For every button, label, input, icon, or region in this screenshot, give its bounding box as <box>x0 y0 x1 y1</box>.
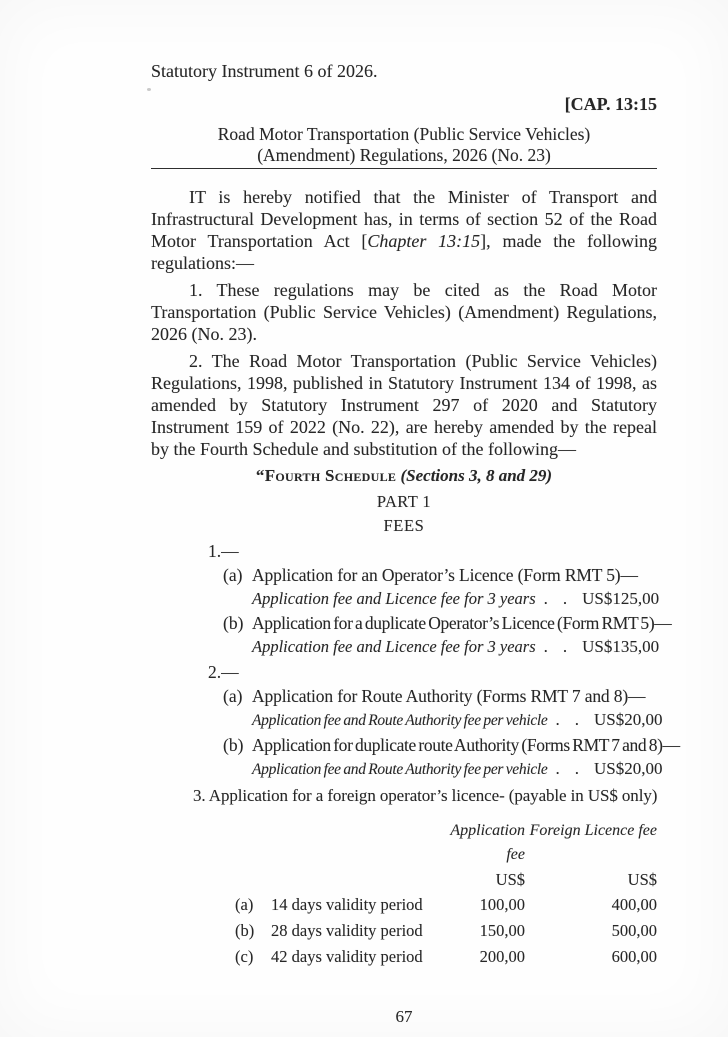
schedule-heading-sections: (Sections 3, 8 and 29) <box>396 466 553 485</box>
fee-item-2b-amount: US$20,00 <box>594 759 663 778</box>
fee-item-2a-amount: US$20,00 <box>594 710 663 729</box>
title-rule <box>151 168 657 169</box>
fee-item-2b-fee-line <box>252 758 663 781</box>
fee-item-3-text: 3. Application for a foreign operator’s licence- (payable in US$ only) <box>193 786 658 805</box>
fee-item-2b-fee-desc: Application fee and Route Authority fee per vehicle <box>252 761 548 778</box>
leader-dot: . <box>574 710 579 729</box>
notice-text-before: IT is hereby notified that the Minister of Transport and Infrastructural Development has, in terms of section 52 of the Road Motor Transportation Act [ <box>151 187 657 251</box>
leader-dot: . <box>574 759 579 778</box>
fee-table-row-application-fee: 200,00 <box>479 947 525 966</box>
leader-dot: . <box>562 589 568 608</box>
fee-item-2a-text: Application for Route Authority (Forms RMT 7 and 8)— <box>252 686 646 706</box>
leader-dot: . <box>555 759 560 778</box>
notice-text-after: ], made the following regulations:— <box>151 231 657 273</box>
fee-item-2a-fee-desc: Application fee and Route Authority fee per vehicle <box>252 712 548 729</box>
fee-table-row-foreign-fee: 600,00 <box>611 947 657 966</box>
fee-item-2a-fee-line <box>252 709 663 732</box>
fee-table-row-label: (c) <box>235 947 254 966</box>
fee-table-header-spacer <box>235 819 271 867</box>
fee-table-currency-row <box>235 868 657 892</box>
fee-item-2b-text: Application for duplicate route Authority (Forms RMT 7 and 8)— <box>252 735 680 755</box>
fee-table-row-c <box>235 944 657 970</box>
fee-item-1a-text: Application for an Operator’s Licence (Form RMT 5)— <box>252 565 638 585</box>
fee-item-1a-fee-line <box>252 588 660 610</box>
regulation-1-paragraph: 1. These regulations may be cited as the Road Motor Transportation (Public Service Vehicles) (Amendment) Regulations, 2026 (No. 23). <box>151 280 657 344</box>
fee-table-row-description: 28 days validity period <box>271 921 423 940</box>
fee-item-1a-fee-desc: Application fee and Licence fee for 3 years <box>252 589 536 608</box>
fee-table-row-foreign-fee: 500,00 <box>611 921 657 940</box>
fee-table-currency-foreign: US$ <box>627 870 657 889</box>
part-heading: PART 1 <box>376 492 432 511</box>
fee-item-2b <box>223 734 680 756</box>
fee-table-row-foreign-fee: 400,00 <box>611 895 657 914</box>
fee-item-2-number: 2.— <box>208 662 239 682</box>
fee-item-1a-label: (a) <box>223 565 243 585</box>
fee-item-1b-amount: US$135,00 <box>582 637 660 656</box>
fee-item-1b-label: (b) <box>223 613 244 633</box>
fee-item-2a-label: (a) <box>223 686 243 706</box>
schedule-heading-title: “Fourth Schedule <box>255 466 397 485</box>
fee-item-1b-text: Application for a duplicate Operator’s Licence (Form RMT 5)— <box>252 613 672 633</box>
fee-table-currency-application: US$ <box>495 870 525 889</box>
page-number: 67 <box>395 1007 413 1026</box>
document-title-line1: Road Motor Transportation (Public Service Vehicles) <box>217 124 591 144</box>
leader-dot: . <box>543 589 548 608</box>
fee-table-row-label: (a) <box>235 895 254 914</box>
fee-table-header-foreign: Foreign Licence fee <box>529 822 657 839</box>
fee-item-2b-label: (b) <box>223 735 244 755</box>
leader-dot: . <box>555 710 560 729</box>
fee-table-header-row <box>235 819 657 867</box>
fee-table-currency-spacer <box>271 868 429 892</box>
regulation-2-paragraph: 2. The Road Motor Transportation (Public Service Vehicles) Regulations, 1998, published in Statutory Instrument 134 of 1998, as amended by Statutory Instrument 297 of 2020 and Statutory Instrument 159 of 2022 (No. 22), are hereby amended by the repeal by the Fourth Schedule and substitution of the following— <box>151 351 657 459</box>
fee-item-1a-amount: US$125,00 <box>582 589 660 608</box>
schedule-heading <box>151 465 657 487</box>
fee-item-1b-fee-line <box>252 636 660 658</box>
fee-item-1-number: 1.— <box>208 541 239 561</box>
leader-dot: . <box>562 637 568 656</box>
fee-table-header-application: Application fee <box>450 822 525 863</box>
chapter-reference: Chapter 13:15 <box>367 231 481 251</box>
fee-item-1b-fee-desc: Application fee and Licence fee for 3 years <box>252 637 536 656</box>
fee-table-header-spacer <box>271 819 429 867</box>
fee-table-currency-spacer <box>235 868 271 892</box>
fee-table-row-b <box>235 918 657 944</box>
fee-table-row-application-fee: 150,00 <box>479 921 525 940</box>
notice-paragraph <box>151 186 657 274</box>
leader-dot: . <box>543 637 548 656</box>
part-subject: FEES <box>383 516 425 535</box>
foreign-licence-fee-table <box>235 819 657 970</box>
cap-reference: [CAP. 13:15 <box>564 94 657 114</box>
fee-item-1a <box>223 564 657 586</box>
document-title-line2: (Amendment) Regulations, 2026 (No. 23) <box>257 145 551 165</box>
fee-table-row-a <box>235 892 657 918</box>
document-title <box>151 124 657 166</box>
fee-item-2a <box>223 685 657 707</box>
statutory-instrument-line: Statutory Instrument 6 of 2026. <box>151 61 378 81</box>
fee-table-row-description: 14 days validity period <box>271 895 423 914</box>
fee-table-row-label: (b) <box>235 921 255 940</box>
fee-table-row-description: 42 days validity period <box>271 947 423 966</box>
page-content <box>151 0 680 1028</box>
fee-table-row-application-fee: 100,00 <box>479 895 525 914</box>
fee-item-1b <box>223 612 672 634</box>
